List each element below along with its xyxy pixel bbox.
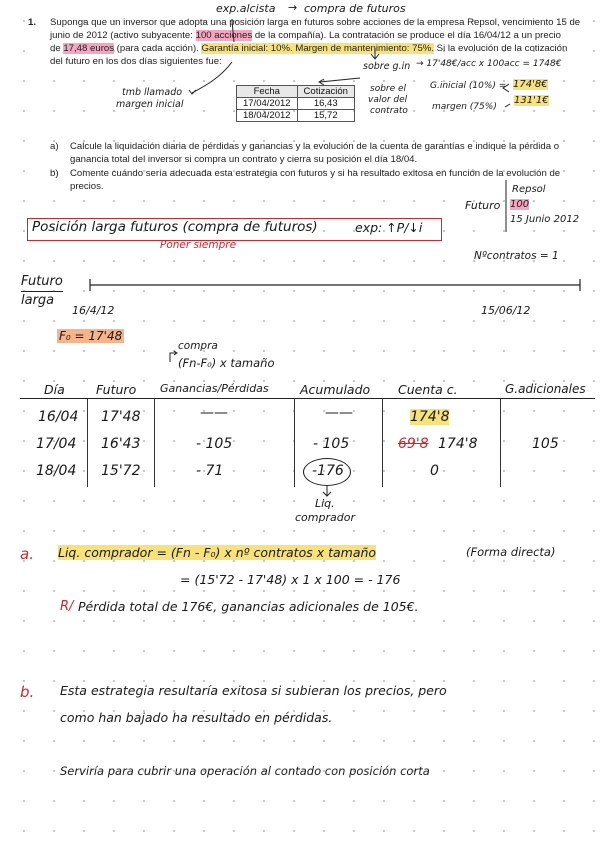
timeline-end-date: 15/06/12 bbox=[481, 304, 531, 317]
col-header-futuro: Futuro bbox=[96, 382, 137, 397]
answer-a-result-prefix: R/ bbox=[60, 599, 74, 614]
table-header-rule bbox=[20, 398, 595, 399]
answer-b-line1: Esta estrategia resultaría exitosa si subieran los precios, pero bbox=[60, 683, 447, 698]
question-a-label: a) bbox=[50, 141, 59, 152]
table-cell-acumulado: -176 bbox=[312, 463, 344, 479]
note-futuro: Futuro bbox=[465, 199, 501, 212]
quote-cell: 16,43 bbox=[297, 98, 354, 110]
answer-b-line2: como han bajado ha resultado en pérdidas. bbox=[60, 710, 333, 725]
liq-note-2: comprador bbox=[295, 511, 355, 524]
header-box-exp: exp: ↑P/↓i bbox=[355, 220, 423, 235]
quote-cell: 15,72 bbox=[297, 110, 354, 122]
question-b: Comente cuándo sería adecuada esta estrategia con futuros y si ha resultado exitosa en función de la evolución de precios. bbox=[70, 168, 561, 192]
table-col-divider bbox=[294, 399, 295, 487]
table-cell-cuenta: 174'8 bbox=[410, 409, 450, 425]
table-cell-acumulado: —— bbox=[325, 405, 353, 421]
note-sobre-el: sobre el bbox=[370, 84, 407, 94]
compra-note: compra bbox=[178, 340, 218, 352]
table-cell-cuenta-struck: 69'8 bbox=[398, 436, 429, 452]
table-cell-dia: 16/04 bbox=[38, 409, 79, 425]
note-sobre-gin: sobre g.in bbox=[363, 61, 411, 72]
problem-line-4: del futuro en los dos días siguientes fue: bbox=[50, 56, 222, 67]
table-cell-cuenta: 0 bbox=[430, 463, 439, 479]
answer-a-result: Pérdida total de 176€, ganancias adicionales de 105€. bbox=[78, 599, 419, 614]
quote-cell: 17/04/2012 bbox=[237, 98, 298, 110]
table-col-divider bbox=[500, 399, 501, 487]
note-margen: margen (75%) bbox=[432, 102, 497, 112]
table-cell-dia: 17/04 bbox=[36, 436, 77, 452]
table-cell-cuenta: 174'8 bbox=[438, 436, 478, 452]
highlight-margins: Garantía inicial: 10%. Margen de mantenimiento: 75%. bbox=[201, 43, 434, 54]
answer-a-calc: = (15'72 - 17'48) x 1 x 100 = - 176 bbox=[180, 572, 401, 587]
poner-siempre-note: Poner siempre bbox=[160, 239, 237, 251]
note-price-calc: → 17'48€/acc x 100acc = 1748€ bbox=[416, 59, 562, 69]
table-cell-ganancias: —— bbox=[200, 405, 228, 421]
answer-a-label: a. bbox=[20, 545, 34, 563]
table-cell-futuro: 17'48 bbox=[101, 409, 141, 425]
table-col-divider bbox=[154, 399, 155, 487]
answer-a-formula: Liq. comprador = (Fn - F₀) x nº contratos x tamaño bbox=[58, 545, 377, 560]
note-g-inicial-value: 174'8€ bbox=[513, 79, 548, 90]
note-margen-value: 131'1€ bbox=[514, 95, 549, 106]
table-cell-futuro: 15'72 bbox=[101, 463, 141, 479]
timeline-axis bbox=[75, 276, 595, 296]
header-box-title: Posición larga futuros (compra de futuros) bbox=[32, 219, 318, 235]
answer-b-line3: Serviría para cubrir una operación al contado con posición corta bbox=[60, 764, 430, 778]
note-repsol: Repsol bbox=[512, 184, 546, 195]
table-cell-dia: 18/04 bbox=[36, 463, 77, 479]
note-contrato: contrato bbox=[370, 106, 408, 116]
col-header-cuenta: Cuenta c. bbox=[398, 382, 458, 397]
note-compra-futuros: compra de futuros bbox=[304, 2, 406, 15]
table-cell-ganancias: - 105 bbox=[196, 436, 233, 452]
timeline-label-larga: larga bbox=[21, 293, 55, 308]
question-b-label: b) bbox=[50, 168, 59, 179]
table-cell-acumulado: - 105 bbox=[313, 436, 350, 452]
problem-line-1: Suponga que un inversor que adopta una posición larga en futuros sobre acciones de la empresa Repsol, vencimiento 15 de bbox=[50, 17, 581, 28]
liq-arrow bbox=[320, 484, 334, 498]
liq-note-1: Liq. bbox=[315, 497, 335, 510]
col-header-ganancias: Ganancias/Pérdidas bbox=[160, 382, 269, 395]
col-header-acumulado: Acumulado bbox=[300, 382, 371, 397]
table-col-divider bbox=[382, 399, 383, 487]
table-cell-futuro: 16'43 bbox=[101, 436, 141, 452]
note-margen-inicial: margen inicial bbox=[116, 99, 184, 110]
note-tmb-llamado: tmb llamado bbox=[122, 87, 183, 98]
highlight-price: 17,48 euros bbox=[63, 43, 115, 54]
note-arrow: → bbox=[288, 1, 298, 14]
note-valor-del: valor del bbox=[368, 95, 408, 105]
table-col-divider bbox=[87, 399, 88, 487]
note-exp-alcista: exp.alcista bbox=[216, 2, 276, 15]
col-header-adicionales: G.adicionales bbox=[505, 382, 586, 396]
quote-header-cotizacion: Cotización bbox=[297, 86, 354, 98]
timeline-label-underline bbox=[21, 291, 63, 292]
table-cell-ganancias: - 71 bbox=[196, 463, 224, 479]
timeline-start-date: 16/4/12 bbox=[72, 304, 115, 317]
table-cell-adicionales: 105 bbox=[532, 436, 559, 452]
answer-a-formula-tag: (Forma directa) bbox=[466, 545, 556, 559]
n-contratos: Nºcontratos = 1 bbox=[474, 250, 559, 262]
note-futuro-date: 15 Junio 2012 bbox=[510, 214, 580, 225]
problem-line-2: junio de 2012 (activo subyacente: 100 acciones de la compañía). La contratación se produce el día 16/04/12 a un precio bbox=[50, 30, 561, 41]
question-a: Calcule la liquidación diaria de pérdidas y ganancias y la evolución de la cuenta de garantías e indique la pérdida o ganancia total del inversor si compra un contrato y cierra su posición el día 18/04. bbox=[70, 141, 560, 165]
f0-value: F₀ = 17'48 bbox=[59, 329, 123, 343]
col-header-dia: Día bbox=[44, 382, 65, 397]
annotation-strokes bbox=[0, 0, 600, 240]
problem-number: 1. bbox=[28, 17, 37, 28]
note-g-inicial: G.inicial (10%) = bbox=[430, 81, 507, 91]
timeline-label-futuro: Futuro bbox=[21, 274, 63, 289]
answer-b-label: b. bbox=[20, 683, 35, 701]
highlight-acciones: 100 acciones bbox=[195, 30, 253, 41]
formula-note: (Fn-F₀) x tamaño bbox=[178, 356, 275, 370]
quote-header-fecha: Fecha bbox=[237, 86, 298, 98]
note-futuro-qty: 100 bbox=[510, 199, 530, 210]
quote-cell: 18/04/2012 bbox=[237, 110, 298, 122]
problem-line-3: de 17,48 euros (para cada acción). Garantía inicial: 10%. Margen de mantenimiento: 75%. Si la evolución de la cotización bbox=[50, 43, 568, 54]
